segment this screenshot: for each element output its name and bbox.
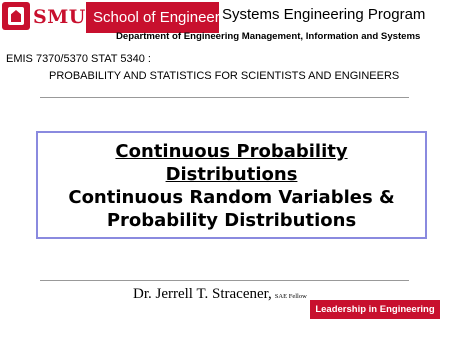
- program-title: Systems Engineering Program: [222, 6, 426, 23]
- author-suffix: SAE Fellow: [274, 293, 307, 300]
- logo-school-banner: School of Engineering: [86, 2, 219, 33]
- logo-smu-text: SMU: [33, 6, 86, 28]
- lecture-title-line-2: Distributions: [165, 164, 298, 185]
- course-code: EMIS 7370/5370 STAT 5340 :: [6, 53, 151, 65]
- author-line: [133, 286, 307, 303]
- leadership-badge: Leadership in Engineering: [310, 300, 440, 319]
- smu-logo-icon: [2, 2, 30, 30]
- lecture-title-line-1: Continuous Probability: [115, 141, 348, 162]
- lecture-title-box: [36, 131, 427, 239]
- author-name: Dr. Jerrell T. Stracener,: [133, 286, 272, 302]
- bottom-divider: [40, 280, 409, 281]
- department-name: Department of Engineering Management, Information and Systems: [116, 31, 421, 42]
- top-divider: [40, 97, 409, 98]
- course-title: PROBABILITY AND STATISTICS FOR SCIENTISTS AND ENGINEERS: [49, 70, 400, 82]
- lecture-subtitle-line-1: Continuous Random Variables &: [68, 187, 395, 208]
- lecture-subtitle-line-2: Probability Distributions: [106, 210, 357, 231]
